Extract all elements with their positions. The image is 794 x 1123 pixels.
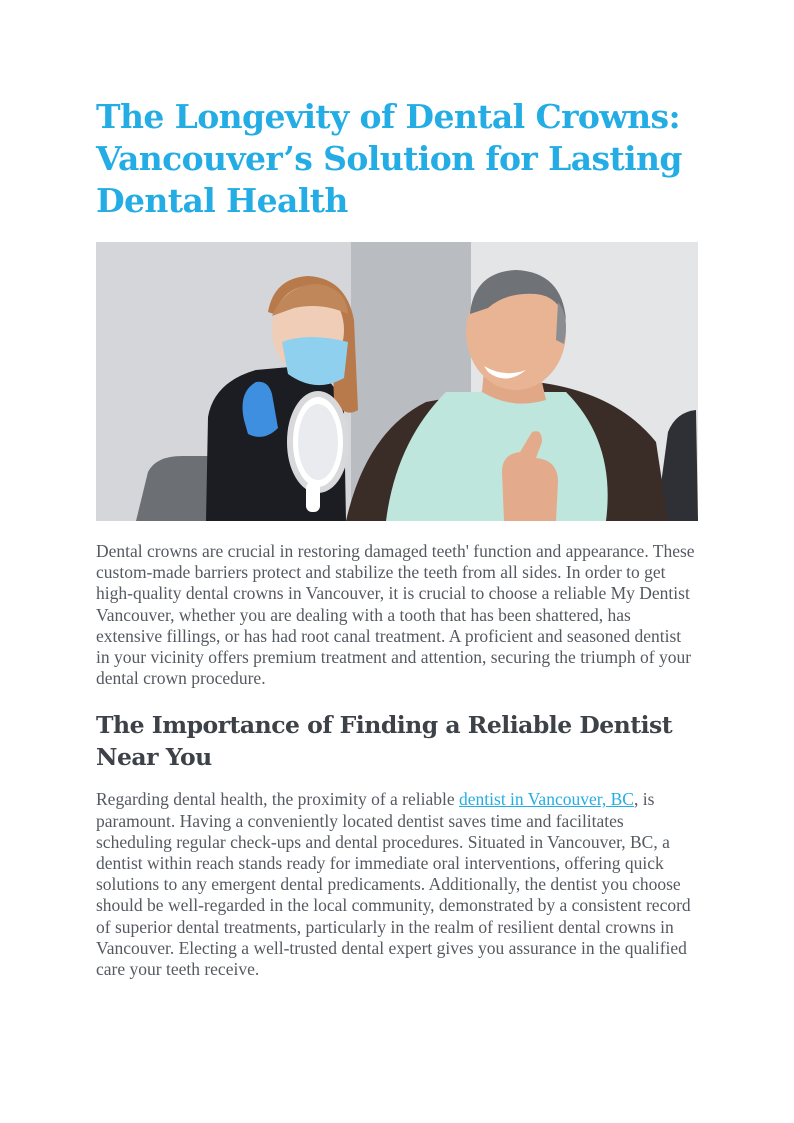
photo-illustration — [96, 242, 698, 521]
section-paragraph-text-end: , is paramount. Having a conveniently located dentist saves time and facilitates scheduling regular check-ups and dental procedures. Situated in Vancouver, BC, a dentist within reach stands ready for immediate oral interventions, offering quick solutions to any emergent dental predicaments. Additionally, the dentist you choose should be well-regarded in the local community, demonstrated by a consistent record of superior dental treatments, particularly in the realm of resilient dental crowns in Vancouver. Electing a well-trusted dental expert gives you assurance in the qualified care your teeth receive. — [96, 789, 691, 980]
document-page — [96, 96, 698, 980]
section-paragraph-text-start: Regarding dental health, the proximity of a reliable — [96, 789, 460, 810]
section-heading: The Importance of Finding a Reliable Dentist Near You — [96, 711, 673, 772]
dentist-vancouver-link[interactable]: dentist in Vancouver, BC — [459, 789, 634, 810]
intro-paragraph: Dental crowns are crucial in restoring damaged teeth' function and appearance. These custom-made barriers protect and stabilize the teeth from all sides. In order to get high-quality dental crowns in Vancouver, it is crucial to choose a reliable My Dentist Vancouver, whether you are dealing with a tooth that has been shattered, has extensive fillings, or has had root canal treatment. A proficient and seasoned dentist in your vicinity offers premium treatment and attention, securing the triumph of your dental crown procedure. — [96, 541, 695, 689]
article-title: The Longevity of Dental Crowns: Vancouver’s Solution for Lasting Dental Health — [96, 97, 682, 220]
section-paragraph — [96, 789, 698, 980]
hero-photo-dentist-and-patient — [96, 242, 698, 521]
